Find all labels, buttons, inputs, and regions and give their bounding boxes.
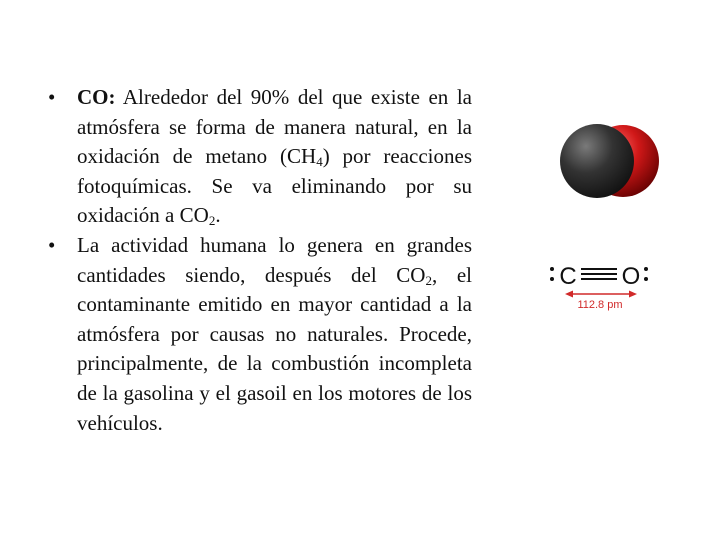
bullet-1-text-a: Alrededor del 90% del que existe en la atmósfera se forma de manera natural, en la oxidación de metano (CH — [77, 85, 472, 169]
carbon-atom-sphere — [560, 124, 634, 198]
lone-pair-dot — [644, 267, 648, 271]
bullet-human-activity — [48, 231, 472, 438]
bond-length-label: 112.8 pm — [577, 299, 623, 311]
lewis-oxygen-symbol: O — [621, 263, 641, 290]
bullet-co — [48, 83, 472, 231]
subscript-4: 4 — [316, 154, 323, 170]
bullet-2-text-a: La actividad humana lo genera en grandes cantidades siendo, después del CO — [77, 232, 472, 287]
bullet-dot: • — [48, 232, 56, 257]
arrowhead-right-icon — [629, 291, 637, 298]
bullet-1-text-c: . — [215, 203, 221, 228]
subscript-2: 2 — [425, 272, 432, 288]
bullet-1-text-b: ) por reacciones fotoquímicas. Se va eliminando por su oxidación a CO — [77, 144, 472, 228]
lone-pair-dot — [644, 277, 648, 281]
co-lewis-structure — [545, 255, 655, 315]
co-term: CO: — [77, 85, 116, 109]
text-block — [48, 83, 472, 438]
lewis-carbon-symbol: C — [559, 263, 577, 290]
arrowhead-left-icon — [565, 291, 573, 298]
lone-pair-dot — [550, 267, 554, 271]
subscript-2: 2 — [208, 213, 216, 229]
bullet-dot: • — [48, 85, 56, 109]
lone-pair-dot — [550, 277, 554, 281]
bullet-2-text-b: , el contaminante emitido en mayor cantidad a la atmósfera por causas no naturales. Procede, principalmente, de la combustión incompleta de la gasolina y el gasoil en los motores de los vehículos. — [77, 262, 472, 435]
